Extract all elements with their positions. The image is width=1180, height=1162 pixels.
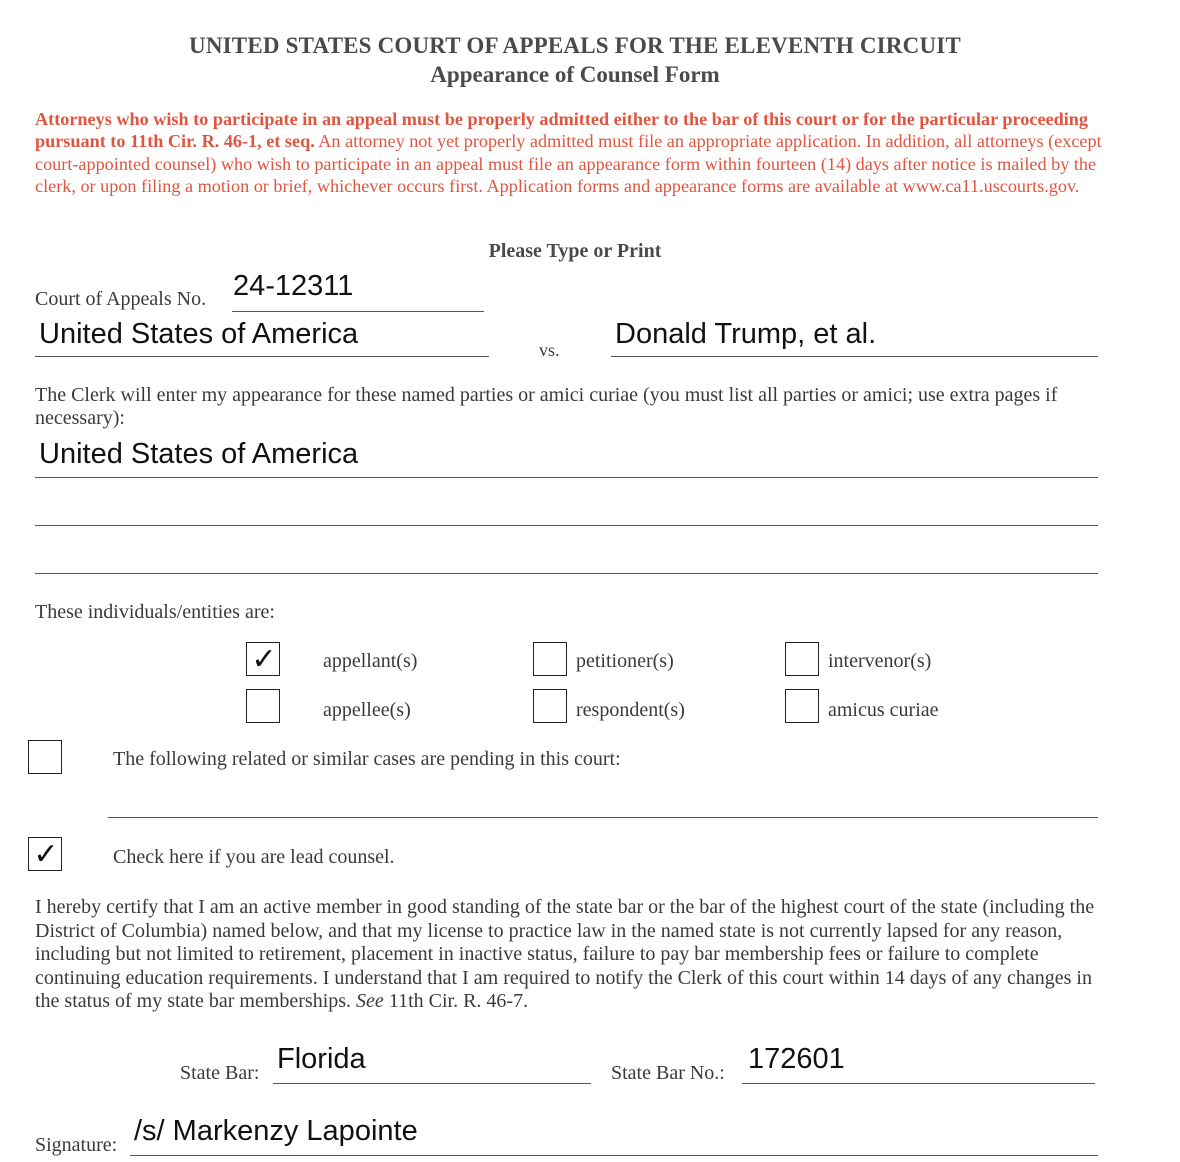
check-icon: ✓: [33, 837, 59, 872]
certification-text: I hereby certify that I am an active member in good standing of the state bar or the bar of the highest court of the state (including the District of Columbia) named below, and that my license to practice law in the named state is not currently lapsed for any reason, including but not limited to retirement, placement in inactive status, failure to pay bar membership fees or failure to complete continuing education requirements. I understand that I am required to notify the Clerk of this court within 14 days of any changes in the status of my state bar memberships.: [35, 896, 1095, 1013]
state-bar-field[interactable]: Florida: [277, 1043, 366, 1075]
state-bar-line: [273, 1083, 591, 1084]
respondent-label: respondent(s): [576, 699, 685, 721]
court-title: UNITED STATES COURT OF APPEALS FOR THE ELEVENTH CIRCUIT: [189, 33, 961, 58]
roles-label: These individuals/entities are:: [35, 601, 275, 623]
intervenor-checkbox[interactable]: [785, 642, 819, 676]
lead-counsel-checkbox[interactable]: [28, 837, 62, 871]
amicus-curiae-checkbox[interactable]: [785, 689, 819, 723]
notice-regular-text: An attorney not yet properly admitted must file an appropriate application. In addition, all attorneys (except court-appointed counsel) who wish to participate in an appeal must file an appearance form within fourteen (14) days after notice is mailed by the clerk, or upon filing a motion or brief, whichever occurs first. Application forms and appearance forms are available at www.ca11.uscourts.gov.: [35, 131, 1102, 197]
defendant-line: [611, 356, 1098, 357]
certification-paragraph: [35, 896, 1115, 1014]
case-number-label: Court of Appeals No.: [35, 288, 207, 310]
certification-rule: 11th Cir. R. 46-7.: [383, 990, 529, 1013]
appellant-label: appellant(s): [323, 650, 418, 672]
notice-bold-text: Attorneys who wish to participate in an appeal must be properly admitted either to the bar of this court or for the particular proceeding pursuant to 11th Cir. R. 46-1, et seq.: [35, 109, 1088, 152]
state-bar-number-field[interactable]: 172601: [748, 1043, 845, 1075]
named-parties-label: The Clerk will enter my appearance for these named parties or amici curiae (you must list all parties or amici; use extra pages if necessary):: [35, 384, 1058, 429]
state-bar-label: State Bar:: [180, 1062, 260, 1084]
named-party-underline-3: [35, 573, 1098, 574]
respondent-checkbox[interactable]: [533, 689, 567, 723]
form-title: Appearance of Counsel Form: [430, 62, 720, 87]
signature-label: Signature:: [35, 1134, 118, 1156]
plaintiff-field[interactable]: United States of America: [39, 318, 359, 350]
signature-field[interactable]: /s/ Markenzy Lapointe: [134, 1115, 418, 1147]
state-bar-number-line: [742, 1083, 1095, 1084]
appellant-checkbox[interactable]: [246, 642, 280, 676]
named-party-underline-1: [35, 477, 1098, 478]
petitioner-label: petitioner(s): [576, 650, 674, 672]
lead-counsel-label: Check here if you are lead counsel.: [113, 846, 395, 868]
appellee-label: appellee(s): [323, 699, 411, 721]
appellee-checkbox[interactable]: [246, 689, 280, 723]
amicus-curiae-label: amicus curiae: [828, 699, 939, 721]
plaintiff-line: [35, 356, 489, 357]
see-citation: See: [356, 990, 384, 1013]
petitioner-checkbox[interactable]: [533, 642, 567, 676]
case-number-line: [232, 311, 484, 312]
named-party-line-1[interactable]: United States of America: [39, 438, 359, 470]
related-cases-label: The following related or similar cases are pending in this court:: [113, 748, 621, 770]
admission-notice: [35, 108, 1110, 198]
type-or-print-instruction: Please Type or Print: [488, 240, 662, 262]
named-party-underline-2: [35, 525, 1098, 526]
state-bar-number-label: State Bar No.:: [611, 1062, 725, 1084]
defendant-field[interactable]: Donald Trump, et al.: [615, 318, 877, 350]
related-cases-line: [108, 817, 1098, 818]
intervenor-label: intervenor(s): [828, 650, 932, 672]
vs-label: vs.: [539, 340, 560, 360]
check-icon: ✓: [251, 642, 277, 677]
signature-line: [130, 1155, 1098, 1156]
related-cases-checkbox[interactable]: [28, 740, 62, 774]
case-number-field[interactable]: 24-12311: [233, 270, 354, 302]
